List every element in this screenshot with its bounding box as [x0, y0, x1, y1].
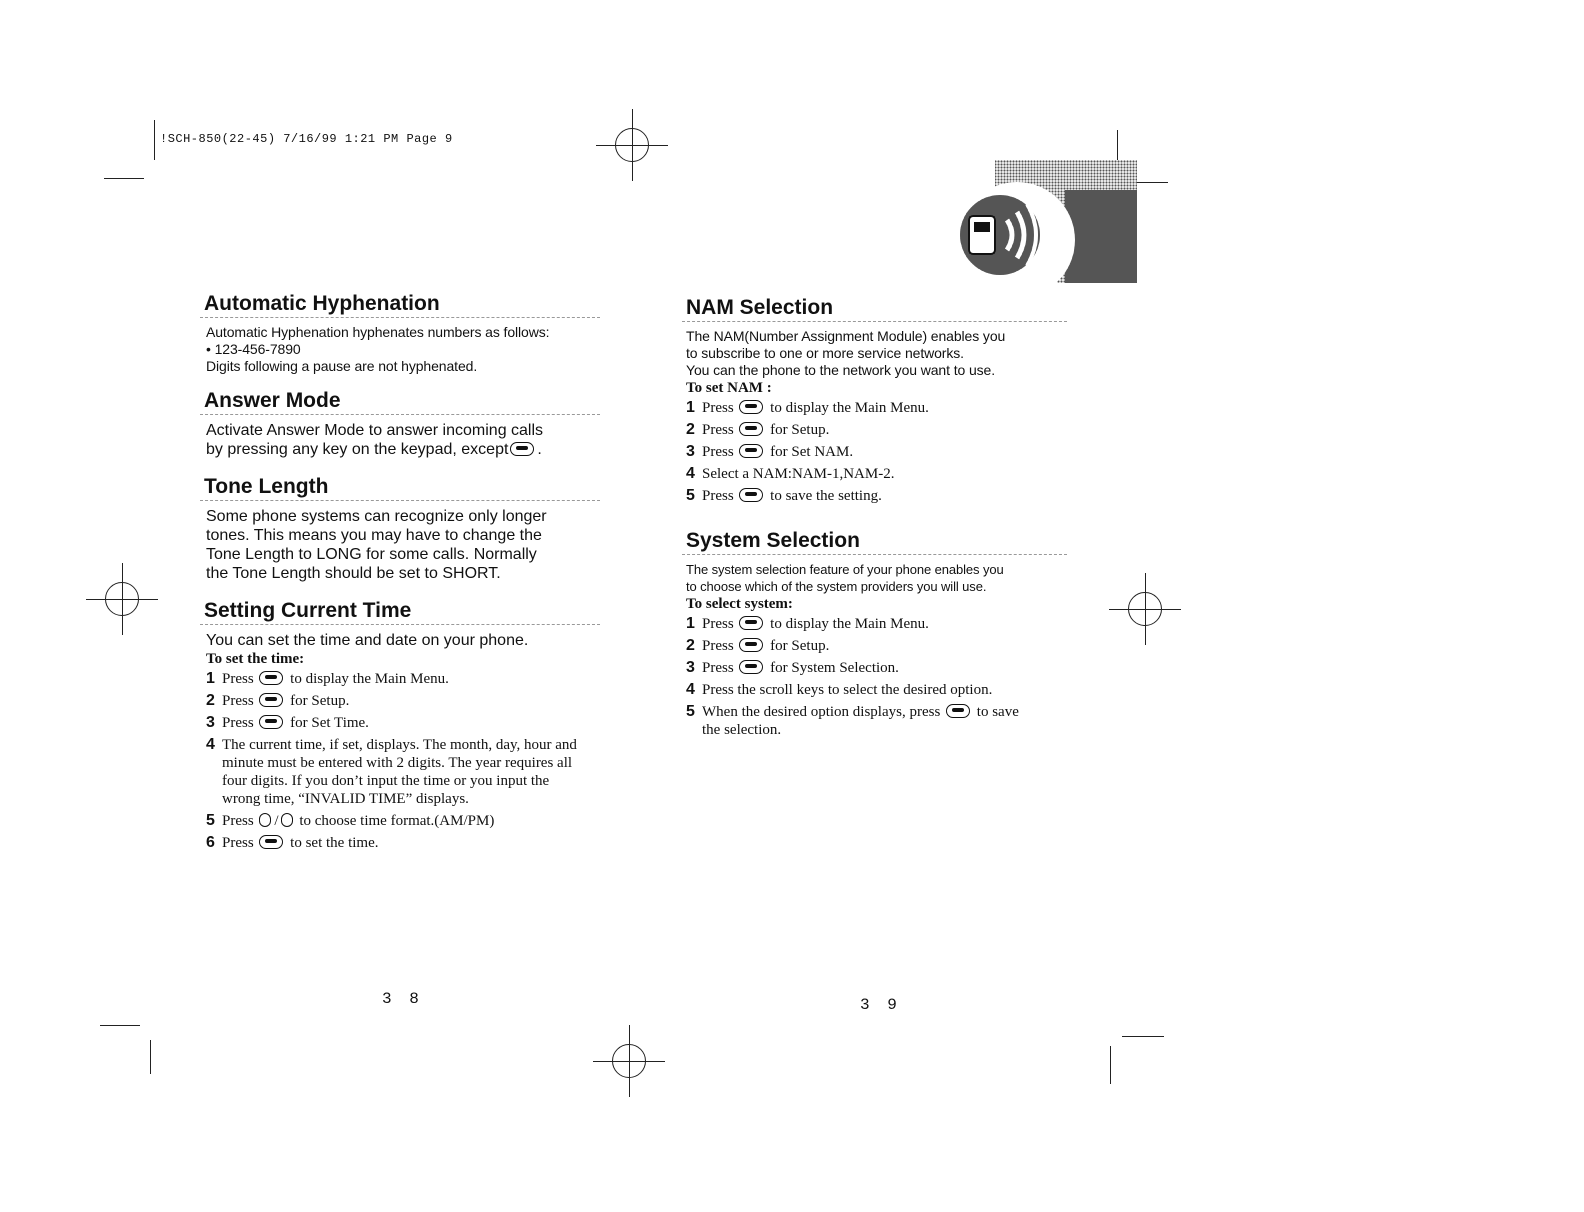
title-rule: [200, 414, 600, 415]
body-text: Activate Answer Mode to answer incoming calls: [206, 422, 544, 439]
step-text: Press: [702, 638, 738, 654]
step-text: Select a NAM:NAM-1,NAM-2.: [702, 466, 895, 482]
step-item: [206, 692, 600, 710]
scroll-up-key-icon: [259, 813, 271, 827]
body-text: [206, 440, 600, 459]
title-rule: [200, 624, 600, 625]
step-item: [206, 670, 600, 688]
section-title: Tone Length: [204, 475, 329, 498]
step-text: for Setup.: [766, 422, 830, 438]
body-text: The NAM(Number Assignment Module) enables you: [686, 328, 1006, 344]
title-rule: [200, 500, 600, 501]
crop-mark: [100, 1025, 140, 1026]
step-number: 6: [206, 834, 215, 851]
body-text: Automatic Hyphenation hyphenates numbers as follows:: [206, 324, 550, 340]
step-text: for Set Time.: [286, 715, 369, 731]
steps-list: [206, 670, 600, 852]
crop-mark: [1122, 1036, 1164, 1037]
section-setting-current-time: [200, 599, 600, 852]
body-text: tones. This means you may have to change the: [206, 527, 542, 544]
step-item: [206, 812, 600, 830]
step-text: The current time, if set, displays. The month, day, hour and minute must be entered with 2 digits. The year requires all four digits. If you don’t input the time or you input the wrong time, “INVALID TIME” displays.: [222, 737, 577, 807]
subheading: To set NAM :: [686, 380, 772, 396]
registration-mark: [105, 582, 139, 616]
section-automatic-hyphenation: [200, 292, 600, 375]
section-title: System Selection: [686, 529, 860, 552]
step-text: Press: [222, 835, 258, 851]
step-text: to display the Main Menu.: [766, 616, 929, 632]
step-text: to choose time format.(AM/PM): [295, 813, 495, 829]
steps-list: [686, 615, 1067, 739]
section-nam-selection: [682, 296, 1067, 505]
body-text: The system selection feature of your phone enables you: [686, 562, 1004, 577]
registration-mark: [1128, 592, 1162, 626]
body-text: You can set the time and date on your phone.: [206, 632, 529, 649]
step-item: [686, 681, 1067, 699]
body-text: You can the phone to the network you want to use.: [686, 362, 996, 378]
step-text: Press: [702, 616, 738, 632]
step-text: to save the setting.: [766, 488, 882, 504]
step-text: Press: [222, 693, 258, 709]
step-number: 5: [686, 703, 695, 720]
menu-key-icon: [739, 400, 763, 414]
crop-mark: [154, 120, 155, 160]
store-key-icon: [739, 488, 763, 502]
step-item: [206, 834, 600, 852]
crop-mark: [104, 178, 144, 179]
step-text: Press: [702, 444, 738, 460]
step-text: for Set NAM.: [766, 444, 854, 460]
body-text: Tone Length to LONG for some calls. Normally: [206, 546, 537, 563]
step-number: 2: [686, 421, 695, 438]
step-item: [686, 487, 1067, 505]
body-text-part: .: [537, 441, 542, 458]
step-item: [206, 714, 600, 732]
steps-list: [686, 399, 1067, 505]
scroll-down-key-icon: [281, 813, 293, 827]
step-text: Press: [702, 400, 738, 416]
step-number: 3: [686, 443, 695, 460]
step-item: [686, 659, 1067, 677]
step-text: for Setup.: [286, 693, 350, 709]
step-text: to save the selection.: [702, 704, 1019, 738]
store-key-icon: [259, 835, 283, 849]
step-number: 4: [206, 736, 215, 753]
title-rule: [682, 554, 1067, 555]
subheading: To set the time:: [206, 651, 305, 667]
menu-key-icon: [259, 671, 283, 685]
menu-key-icon: [739, 616, 763, 630]
step-number: 1: [686, 615, 695, 632]
step-text: Press: [702, 488, 738, 504]
left-page: [200, 292, 600, 856]
step-text: Press: [222, 671, 258, 687]
step-number: 3: [206, 714, 215, 731]
step-number: 1: [686, 399, 695, 416]
step-number: 2: [686, 637, 695, 654]
registration-mark: [615, 128, 649, 162]
section-title: Answer Mode: [204, 389, 341, 412]
section-tone-length: [200, 475, 600, 583]
step-text: to display the Main Menu.: [286, 671, 449, 687]
step-item: [686, 443, 1067, 461]
digit-key-icon: [739, 638, 763, 652]
step-text: to display the Main Menu.: [766, 400, 929, 416]
subheading: To select system:: [686, 596, 793, 612]
step-number: 4: [686, 681, 695, 698]
digit-key-icon: [259, 693, 283, 707]
step-number: 5: [206, 812, 215, 829]
section-title: Setting Current Time: [204, 599, 412, 622]
body-text-part: by pressing any key on the keypad, except: [206, 441, 509, 458]
step-number: 4: [686, 465, 695, 482]
page-number-left: 3 8: [382, 990, 423, 1008]
step-text: Press: [702, 660, 738, 676]
step-text: Press: [702, 422, 738, 438]
step-text: for Setup.: [766, 638, 830, 654]
title-rule: [682, 321, 1067, 322]
section-system-selection: [682, 529, 1067, 739]
step-item: [686, 615, 1067, 633]
step-number: 3: [686, 659, 695, 676]
step-text: When the desired option displays, press: [702, 704, 945, 720]
step-item: [686, 421, 1067, 439]
registration-mark: [612, 1044, 646, 1078]
phone-signal-illustration: [955, 160, 1140, 285]
end-key-icon: [510, 442, 534, 456]
step-text: for System Selection.: [766, 660, 899, 676]
body-text: Some phone systems can recognize only longer: [206, 508, 547, 525]
step-number: 2: [206, 692, 215, 709]
step-item: [686, 465, 1067, 483]
digit-key-icon: [739, 444, 763, 458]
body-text: • 123-456-7890: [206, 341, 301, 357]
step-text: Press: [222, 813, 258, 829]
crop-mark: [1110, 1046, 1111, 1084]
title-rule: [200, 317, 600, 318]
step-number: 1: [206, 670, 215, 687]
right-page: [682, 296, 1067, 743]
digit-key-icon: [739, 660, 763, 674]
body-text: to subscribe to one or more service networks.: [686, 345, 964, 361]
page-number-right: 3 9: [860, 996, 901, 1014]
digit-key-icon: [259, 715, 283, 729]
body-text: the Tone Length should be set to SHORT.: [206, 565, 501, 582]
body-text: to choose which of the system providers you will use.: [686, 579, 987, 594]
step-item: [206, 736, 600, 808]
step-text: /: [274, 813, 279, 829]
step-text: Press the scroll keys to select the desired option.: [702, 682, 993, 698]
step-text: Press: [222, 715, 258, 731]
step-number: 5: [686, 487, 695, 504]
section-title: Automatic Hyphenation: [204, 292, 440, 315]
store-key-icon: [946, 704, 970, 718]
step-item: [686, 637, 1067, 655]
step-text: to set the time.: [286, 835, 379, 851]
print-slug: !SCH-850(22-45) 7/16/99 1:21 PM Page 9: [160, 132, 453, 146]
step-item: [686, 399, 1067, 417]
crop-mark: [150, 1040, 151, 1074]
section-title: NAM Selection: [686, 296, 834, 319]
body-text: Digits following a pause are not hyphenated.: [206, 358, 478, 374]
step-item: [686, 703, 1067, 739]
section-answer-mode: [200, 389, 600, 459]
digit-key-icon: [739, 422, 763, 436]
